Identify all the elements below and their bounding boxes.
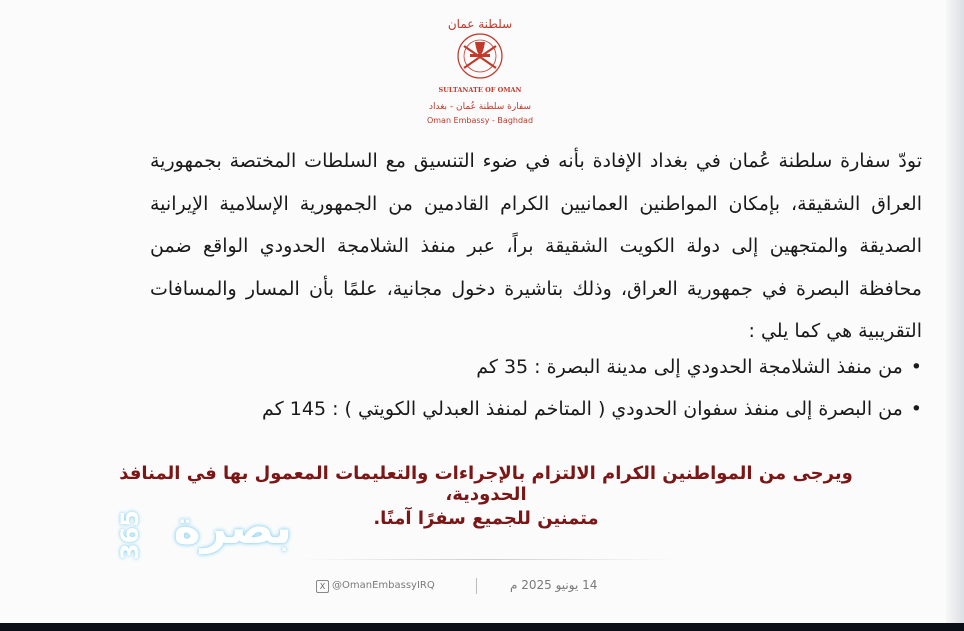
route-bullet-text: من البصرة إلى منفذ سفوان الحدودي ( المتاخم لمنفذ العبدلي الكويتي ) : 145 كم	[262, 398, 903, 420]
closing-line-1: ويرجى من المواطنين الكرام الالتزام بالإجراءات والتعليمات المعمول بها في المنافذ الحدودية،	[119, 463, 853, 505]
post-date: 14 يونيو 2025 م	[510, 578, 598, 592]
emblem-ring-text: SULTANATE OF OMAN	[438, 86, 522, 94]
bullet-dot: •	[910, 398, 922, 420]
footer-separator	[476, 578, 477, 594]
route-bullet-2	[162, 398, 922, 420]
social-handle[interactable]: @OmanEmbassyIRQ	[332, 580, 435, 591]
footer-divider	[300, 559, 675, 560]
route-bullet-text: من منفذ الشلامجة الحدودي إلى مدينة البصرة : 35 كم	[476, 356, 903, 378]
watermark-logo	[118, 500, 293, 600]
bottom-bar	[0, 623, 964, 631]
footer	[300, 576, 660, 598]
embassy-header	[410, 6, 550, 126]
bullet-dot: •	[910, 356, 922, 378]
watermark-number: 365	[116, 510, 144, 561]
embassy-name-arabic: سفارة سلطنة عُمان - بغداد	[428, 102, 532, 112]
page-edge-shadow	[946, 0, 964, 631]
announcement-paragraph: تودّ سفارة سلطنة عُمان في بغداد الإفادة بأنه في ضوء التنسيق مع السلطات المختصة بجمهورية العراق الشقيقة، بإمكان المواطنين العمانيين الكرام القادمين من الجمهورية الإسلامية الإيرانية الصديقة والمتجهين إلى دولة الكويت الشقيقة براً، عبر منفذ الشلامجة الحدودي الواقع ضمن محافظة البصرة في جمهورية العراق، وذلك بتاشيرة دخول مجانية، علمًا بأن المسار والمسافات التقريبية هي كما يلي :	[150, 150, 922, 342]
oman-emblem-icon	[432, 6, 528, 102]
embassy-name-english: Oman Embassy - Baghdad	[426, 116, 534, 125]
emblem-arc-text: سلطنة عمان	[447, 17, 513, 31]
route-bullet-1	[162, 356, 922, 378]
watermark-text: بصرة	[173, 500, 292, 554]
x-logo-icon: X	[316, 580, 329, 593]
closing-line-2: متمنين للجميع سفرًا آمنًا.	[373, 508, 599, 529]
